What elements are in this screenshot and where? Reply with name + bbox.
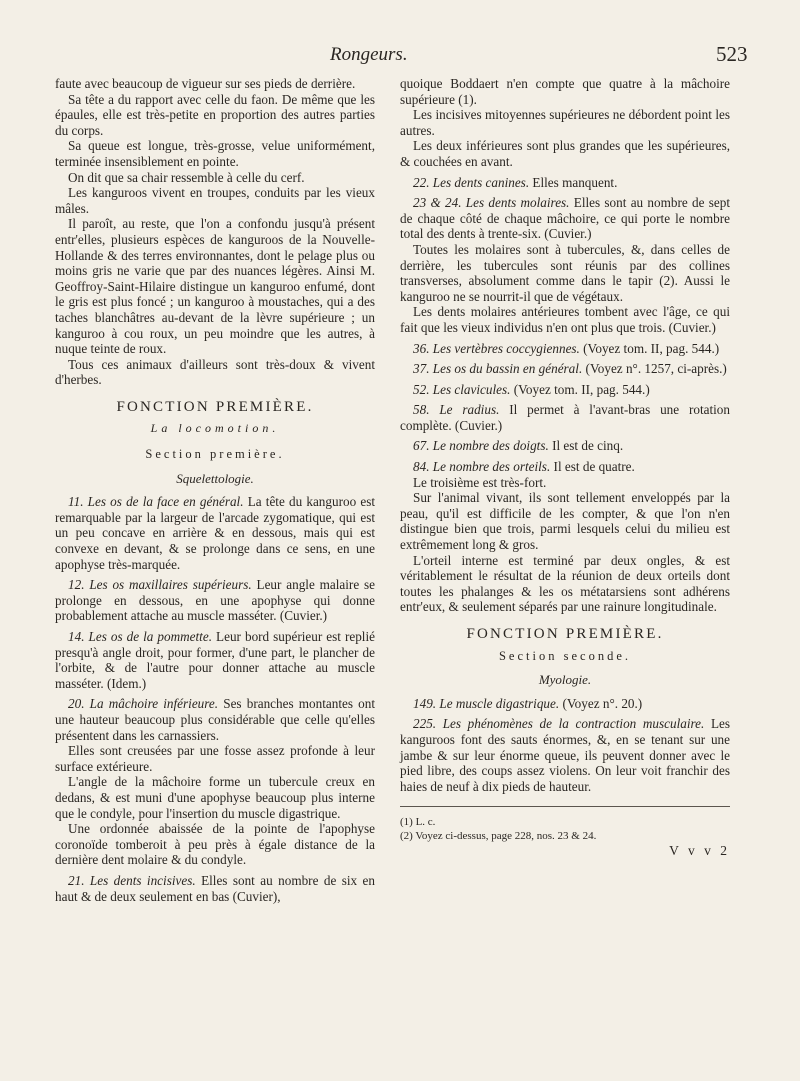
numbered-paragraph	[55, 696, 375, 743]
topic-heading: Squelettologie.	[176, 470, 254, 486]
paragraph: Une ordonnée abaissée de la pointe de l'apophyse coronoïde tomberoit à peu près à égale distance de la dernière dent molaire & du condyle.	[55, 821, 375, 868]
paragraph: L'orteil interne est terminé par deux ongles, & est véritablement le résultat de la réunion de deux orteils dont toutes les phalanges & les os métatarsiens sont adhérens entr'eux, & seulement séparés par une rainure longitudinale.	[400, 552, 730, 615]
paragraph-text: Il est de quatre.	[550, 459, 635, 475]
paragraph: Les kanguroos vivent en troupes, conduits par les vieux mâles.	[55, 185, 375, 216]
paragraph-label: 21. Les dents incisives.	[68, 872, 196, 888]
paragraph: Il paroît, au reste, que l'on a confondu jusqu'à présent entr'elles, plusieurs espèces de kanguroos de la Nouvelle-Hollande & des terres environnantes, dont le pelage plus ou moins gris ne varie que par des nuances légères. Ainsi M. Geoffroy-Saint-Hilaire distingue un kanguroo enfumé, dont le gris est plus foncé ; un kanguroo à moustaches, qui a des taches blanchâtres au-devant de la lèvre supérieure ; un kanguroo à cou roux, un peu moindre que les autres, à nuque teinte de roux.	[55, 216, 375, 357]
paragraph-label: 11. Les os de la face en général.	[68, 494, 244, 510]
numbered-paragraph	[55, 629, 375, 691]
paragraph: Les dents molaires antérieures tombent avec l'âge, ce qui fait que les vieux individus n'en ont plus que trois. (Cuvier.)	[400, 304, 730, 335]
paragraph-text: Il est de cinq.	[548, 438, 624, 454]
paragraph-label: 36. Les vertèbres coccygiennes.	[413, 340, 580, 356]
numbered-paragraph	[400, 716, 730, 794]
signature-mark: V v v 2	[669, 843, 730, 859]
paragraph: Les incisives mitoyennes supérieures ne débordent point les autres.	[400, 107, 730, 138]
paragraph-text: Leur bord supérieur est replié presqu'à angle droit, pour former, d'une part, le plancher de l'orbite, & de l'autre pour donner attache au muscle masséter. (Idem.)	[55, 629, 375, 691]
paragraph-text: Elles sont au nombre de sept de chaque côté de chaque mâchoire, ce qui porte le nombre total des dents à trente-six. (Cuvier.)	[400, 195, 730, 242]
paragraph-label: 84. Le nombre des orteils.	[413, 459, 551, 475]
numbered-paragraph	[400, 382, 730, 398]
paragraph-label: 12. Les os maxillaires supérieurs.	[68, 577, 252, 593]
paragraph: Tous ces animaux d'ailleurs sont très-doux & vivent d'herbes.	[55, 356, 375, 388]
paragraph: faute avec beaucoup de vigueur sur ses pieds de derrière.	[55, 76, 356, 91]
paragraph-label: 37. Les os du bassin en général.	[413, 361, 583, 377]
paragraph-text: (Voyez tom. II, pag. 544.)	[579, 340, 720, 356]
numbered-paragraph	[400, 195, 730, 242]
paragraph-text: Les kanguroos font des sauts énormes, &, en se tenant sur une jambe & sur leur énorme queue, ils peuvent donner avec le pied libre, des coups assez violens. On leur voit franchir des haies de neuf à dix pieds de hauteur.	[400, 716, 731, 794]
running-head	[0, 44, 800, 70]
paragraph-text: (Voyez n°. 20.)	[559, 695, 643, 711]
paragraph: quoique Boddaert n'en compte que quatre à la mâchoire supérieure (1).	[400, 76, 730, 107]
paragraph-text: Elles sont au nombre de six en haut & de deux seulement en bas (Cuvier),	[55, 872, 375, 904]
numbered-paragraph	[400, 696, 730, 712]
left-column	[55, 76, 375, 904]
footnote: (1) L. c.	[400, 816, 436, 829]
paragraph: L'angle de la mâchoire forme un tubercule creux en dedans, & est muni d'une apophyse beaucoup plus interne que le condyle, pour l'insertion du muscle digastrique.	[55, 774, 375, 821]
paragraph-label: 20. La mâchoire inférieure.	[68, 696, 219, 712]
topic-heading: Myologie.	[538, 672, 592, 688]
numbered-paragraph	[400, 438, 730, 454]
paragraph-text: (Voyez n°. 1257, ci-après.)	[582, 361, 727, 377]
numbered-paragraph	[400, 361, 730, 377]
paragraph: Les deux inférieures sont plus grandes que les supérieures, & couchées en avant.	[400, 138, 730, 169]
numbered-paragraph	[400, 402, 730, 433]
right-column	[400, 76, 730, 859]
paragraph-text: Elles manquent.	[529, 174, 618, 190]
paragraph-label: 22. Les dents canines.	[413, 174, 530, 190]
paragraph: On dit que sa chair ressemble à celle du cerf.	[68, 169, 305, 185]
numbered-paragraph	[400, 459, 730, 475]
paragraph-label: 67. Le nombre des doigts.	[413, 438, 549, 454]
paragraph-label: 225. Les phénomènes de la contraction musculaire.	[413, 716, 705, 732]
fonction-heading: FONCTION PREMIÈRE.	[116, 398, 314, 415]
paragraph-text: Ses branches montantes ont une hauteur beaucoup plus considérable que celle qu'elles présentent dans les carnassiers.	[55, 696, 375, 743]
paragraph-text: La tête du kanguroo est remarquable par la largeur de l'arcade zygomatique, qui est un peu concave en arrière & en dessous, mais qui est convexe en devant, & se prolonge dans ce sens, en une apophyse très-marquée.	[55, 494, 376, 572]
numbered-paragraph	[55, 873, 375, 904]
numbered-paragraph	[400, 175, 730, 191]
footnote: (2) Voyez ci-dessus, page 228, nos. 23 & 24.	[400, 830, 597, 843]
paragraph-label: 149. Le muscle digastrique.	[413, 695, 560, 711]
paragraph-label: 14. Les os de la pommette.	[68, 629, 212, 644]
section-heading: Section seconde.	[498, 648, 631, 663]
paragraph-text: (Voyez tom. II, pag. 544.)	[510, 381, 650, 397]
paragraph: Sur l'animal vivant, ils sont tellement enveloppés par la peau, qu'il est difficile de les compter, & que l'on n'en distingue bien que trois, parmi lesquels celui du milieu est extrêmement long & gros.	[400, 490, 730, 553]
subheading: La locomotion.	[150, 421, 280, 436]
running-title: Rongeurs.	[330, 44, 408, 65]
paragraph-label: 23 & 24. Les dents molaires.	[413, 195, 570, 211]
paragraph: Toutes les molaires sont à tubercules, &, dans celles de derrière, les tubercules sont réunis par des collines transverses, absolument comme dans le tapir (2). Aussi le kanguroo ne se nourrit-il que de végétaux.	[400, 241, 730, 304]
paragraph-text: Il permet à l'avant-bras une rotation complète. (Cuvier.)	[400, 402, 730, 433]
paragraph: Sa tête a du rapport avec celle du faon. De même que les épaules, elle est très-petite en proportion des autres parties du corps.	[55, 91, 375, 138]
fonction-heading: FONCTION PREMIÈRE.	[466, 626, 664, 642]
numbered-paragraph	[400, 341, 730, 357]
paragraph-label: 52. Les clavicules.	[413, 381, 511, 397]
paragraph: Elles sont creusées par une fosse assez profonde à leur surface extérieure.	[55, 743, 375, 774]
paragraph-label: 58. Le radius.	[413, 402, 500, 418]
footnote-rule	[400, 806, 730, 807]
paragraph: Le troisième est très-fort.	[413, 474, 547, 490]
numbered-paragraph	[55, 577, 375, 624]
page-number: 523	[716, 42, 748, 66]
paragraph: Sa queue est longue, très-grosse, velue uniformément, terminée insensiblement en pointe.	[55, 138, 375, 169]
section-heading: Section première.	[145, 447, 285, 462]
numbered-paragraph	[55, 494, 375, 572]
paragraph-text: Leur angle malaire se prolonge en dessous, en une apophyse qui donne probablement attache au muscle masséter. (Cuvier.)	[55, 577, 375, 624]
